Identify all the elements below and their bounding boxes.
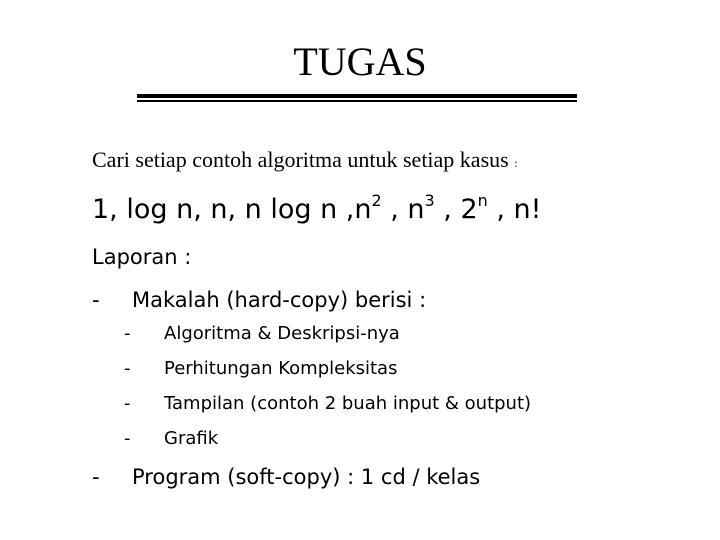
title-underline-thin <box>137 100 577 102</box>
exponent-2: 2 <box>371 191 382 210</box>
laporan-heading: Laporan : <box>92 245 192 269</box>
page-title: TUGAS <box>293 39 427 84</box>
sub-bullet-dash: - <box>124 323 131 344</box>
bullet-dash-makalah: - <box>92 288 100 312</box>
makalah-item: Makalah (hard-copy) berisi : <box>132 288 427 312</box>
exponent-3: 3 <box>424 191 435 210</box>
sub-bullet-dash: - <box>124 358 131 379</box>
complexity-list <box>92 192 541 228</box>
sub-bullet-dash: - <box>124 428 131 449</box>
bullet-dash-program: - <box>92 465 100 489</box>
title-underline-thick <box>137 94 577 98</box>
sub-item-tampilan: Tampilan (contoh 2 buah input & output) <box>164 393 532 414</box>
complexity-part-2: , n <box>381 194 425 225</box>
sub-item-grafik: Grafik <box>164 428 219 449</box>
program-item: Program (soft-copy) : 1 cd / kelas <box>132 465 481 489</box>
complexity-part-3: , 2 <box>434 194 478 225</box>
intro-colon: : <box>514 156 518 170</box>
exponent-n: n <box>477 191 488 210</box>
sub-item-algoritma: Algoritma & Deskripsi-nya <box>164 323 400 344</box>
intro-sentence: Cari setiap contoh algoritma untuk setiap kasus <box>92 147 509 172</box>
sub-item-perhitungan: Perhitungan Kompleksitas <box>164 358 398 379</box>
complexity-part-1: 1, log n, n, n log n ,n <box>92 194 372 225</box>
intro-text <box>92 146 518 177</box>
complexity-part-4: , n! <box>487 194 542 225</box>
sub-bullet-dash: - <box>124 393 131 414</box>
